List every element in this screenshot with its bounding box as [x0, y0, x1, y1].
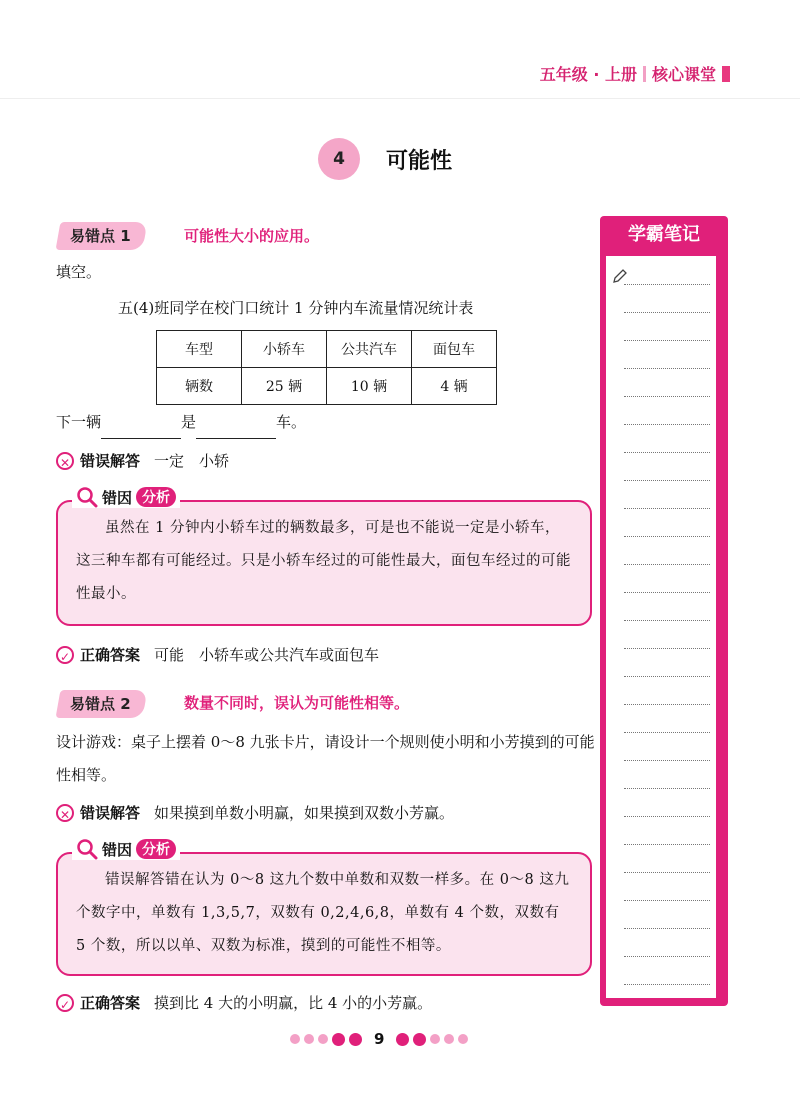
note-line: [624, 620, 710, 621]
error-point-1-tag: 易错点 1: [56, 222, 148, 250]
footer-dot: [332, 1033, 345, 1046]
wrong-label: 错误解答: [80, 804, 141, 822]
note-line: [624, 704, 710, 705]
correct-label: 正确答案: [80, 646, 141, 664]
note-line: [624, 732, 710, 733]
cause-label: 错因: [102, 488, 133, 507]
cause-heading: [72, 486, 180, 508]
analysis-tag: 分析: [136, 487, 176, 507]
cause-label: 错因: [102, 840, 133, 859]
magnifier-icon: [76, 838, 98, 860]
header-divider: [643, 66, 646, 82]
header-marker: [722, 66, 730, 82]
answer-blank-1[interactable]: [101, 420, 181, 439]
note-line: [624, 984, 710, 985]
traffic-table: [156, 330, 497, 405]
lesson-title: 可能性: [386, 149, 453, 174]
table-cell: 车型: [157, 331, 242, 368]
cause-heading-2: [72, 838, 180, 860]
notes-title: 学霸笔记: [628, 224, 700, 245]
footer-dot: [290, 1034, 300, 1044]
notes-paper[interactable]: [606, 256, 716, 998]
note-line: [624, 760, 710, 761]
note-line: [624, 648, 710, 649]
wrong-label: 错误解答: [80, 452, 141, 470]
note-line: [624, 536, 710, 537]
wrong-answer-row-2: [56, 802, 454, 823]
question-text: 车。: [276, 413, 307, 431]
check-icon: ✓: [56, 646, 74, 664]
footer-dot: [304, 1034, 314, 1044]
cross-icon: ✕: [56, 804, 74, 822]
page-footer: [290, 1030, 468, 1048]
note-line: [624, 872, 710, 873]
instruction: 填空。: [56, 263, 102, 281]
problem-text: 设计游戏：桌子上摆着 0～8 九张卡片，请设计一个规则使小明和小芳摸到的可能性相等。: [56, 733, 595, 784]
footer-dot: [318, 1034, 328, 1044]
table-cell: 辆数: [157, 368, 242, 405]
note-line: [624, 396, 710, 397]
note-line: [624, 592, 710, 593]
note-line: [624, 676, 710, 677]
note-line: [624, 788, 710, 789]
table-cell: 公共汽车: [327, 331, 412, 368]
wrong-answer-row: [56, 450, 229, 471]
page-number: 9: [374, 1030, 385, 1048]
note-line: [624, 452, 710, 453]
analysis-text: 错误解答错在认为 0～8 这九个数中单数和双数一样多。在 0～8 这九个数字中，单数有 1,3,5,7，双数有 0,2,4,6,8，单数有 4 个数，双数有 5 个数，所以以单、双数为标准，摸到的可能性不相等。: [76, 872, 570, 954]
table-row: [157, 368, 497, 405]
footer-dot: [396, 1033, 409, 1046]
note-line: [624, 816, 710, 817]
table-cell: 4 辆: [412, 368, 497, 405]
table-cell: 25 辆: [242, 368, 327, 405]
footer-dot: [349, 1033, 362, 1046]
note-line: [624, 424, 710, 425]
table-cell: 小轿车: [242, 331, 327, 368]
wrong-answer: 一定 小轿: [154, 452, 230, 470]
header-rule: [0, 98, 800, 99]
correct-answer-row-2: [56, 992, 432, 1013]
analysis-box-1: [56, 500, 592, 626]
footer-dot: [413, 1033, 426, 1046]
table-cell: 面包车: [412, 331, 497, 368]
note-line: [624, 844, 710, 845]
correct-answer: 摸到比 4 大的小明赢，比 4 小的小芳赢。: [154, 994, 433, 1012]
note-line: [624, 480, 710, 481]
note-line: [624, 900, 710, 901]
answer-blank-2[interactable]: [196, 420, 276, 439]
fill-in-question: [56, 406, 306, 439]
table-row: [157, 331, 497, 368]
check-icon: ✓: [56, 994, 74, 1012]
analysis-text: 虽然在 1 分钟内小轿车过的辆数最多，可是也不能说一定是小轿车，这三种车都有可能经过。只是小轿车经过的可能性最大，面包车经过的可能性最小。: [76, 520, 571, 602]
pencil-icon: [612, 268, 628, 284]
page-header: [540, 62, 730, 85]
correct-label: 正确答案: [80, 994, 141, 1012]
note-line: [624, 508, 710, 509]
question-text: 是: [181, 413, 197, 431]
table-title: 五(4)班同学在校门口统计 1 分钟内车流量情况统计表: [118, 299, 474, 317]
error-point-1-desc: 可能性大小的应用。: [184, 227, 320, 245]
correct-answer-row: [56, 644, 379, 665]
note-line: [624, 564, 710, 565]
footer-dot: [430, 1034, 440, 1044]
error-point-2-desc: 数量不同时，误认为可能性相等。: [184, 694, 410, 712]
analysis-tag: 分析: [136, 839, 176, 859]
series-label: 核心课堂: [651, 65, 716, 84]
magnifier-icon: [76, 486, 98, 508]
lesson-number: 4: [318, 138, 360, 180]
grade-label: 五年级 · 上册: [539, 65, 637, 84]
wrong-answer: 如果摸到单数小明赢，如果摸到双数小芳赢。: [154, 804, 455, 822]
question-text: 下一辆: [56, 413, 102, 431]
cross-icon: ✕: [56, 452, 74, 470]
notes-sidebar: [600, 216, 728, 1006]
note-line: [624, 956, 710, 957]
footer-dot: [444, 1034, 454, 1044]
table-cell: 10 辆: [327, 368, 412, 405]
error-point-2-tag: 易错点 2: [56, 690, 148, 718]
note-line: [624, 340, 710, 341]
footer-dot: [458, 1034, 468, 1044]
correct-answer: 可能 小轿车或公共汽车或面包车: [154, 646, 380, 664]
note-line: [624, 928, 710, 929]
note-line: [624, 312, 710, 313]
note-line: [624, 368, 710, 369]
note-line: [624, 284, 710, 285]
analysis-box-2: [56, 852, 592, 976]
